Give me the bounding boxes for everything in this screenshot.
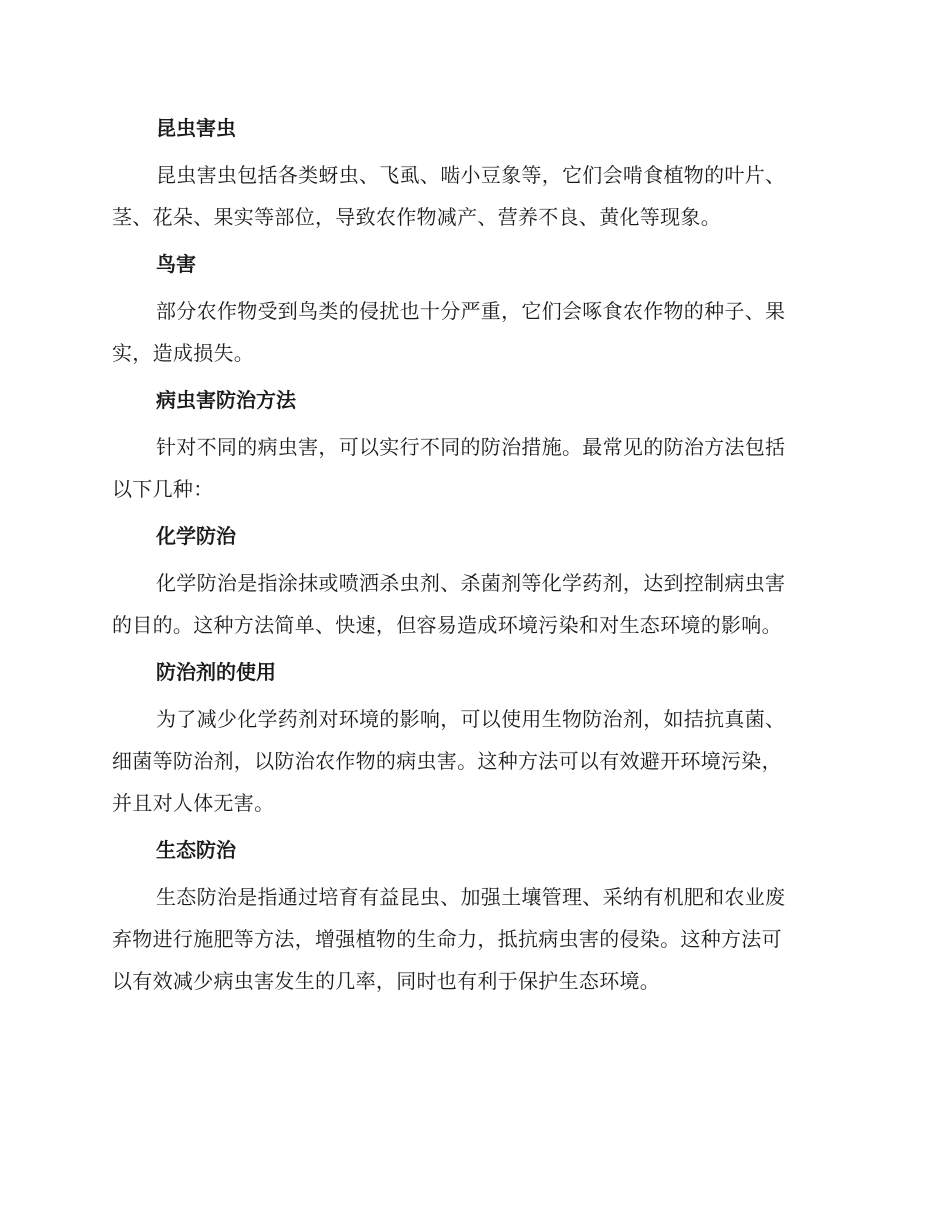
document-page: [112, 108, 832, 1008]
paragraph-line: 细菌等防治剂，以防治农作物的病虫害。这种方法可以有效避开环境污染，: [112, 749, 782, 773]
section-paragraph-bird-damage: [112, 290, 832, 374]
section-heading-control-methods: 病虫害防治方法: [156, 388, 296, 412]
paragraph-line: 的目的。这种方法简单、快速，但容易造成环境污染和对生态环境的影响。: [112, 613, 782, 637]
paragraph-line: 化学防治是指涂抹或喷洒杀虫剂、杀菌剂等化学药剂，达到控制病虫害: [156, 571, 786, 595]
section-heading-ecological-control: 生态防治: [156, 838, 236, 862]
paragraph-line: 茎、花朵、果实等部位，导致农作物减产、营养不良、黄化等现象。: [112, 205, 721, 229]
section-heading-chemical-control: 化学防治: [156, 524, 236, 548]
section-paragraph-ecological-control: [112, 876, 832, 1002]
section-paragraph-insect-pests: [112, 154, 832, 238]
paragraph-line: 针对不同的病虫害，可以实行不同的防治措施。最常见的防治方法包括: [156, 435, 786, 459]
paragraph-line: 生态防治是指通过培育有益昆虫、加强土壤管理、采纳有机肥和农业废: [156, 885, 786, 909]
section-heading-control-agents: 防治剂的使用: [156, 660, 276, 684]
section-heading-bird-damage: 鸟害: [156, 252, 196, 276]
paragraph-line: 实，造成损失。: [112, 341, 255, 365]
paragraph-line: 昆虫害虫包括各类蚜虫、飞虱、啮小豆象等，它们会啃食植物的叶片、: [156, 163, 786, 187]
paragraph-line: 部分农作物受到鸟类的侵扰也十分严重，它们会啄食农作物的种子、果: [156, 299, 786, 323]
paragraph-line: 为了减少化学药剂对环境的影响，可以使用生物防治剂，如拮抗真菌、: [156, 707, 786, 731]
section-paragraph-control-agents: [112, 698, 832, 824]
paragraph-line: 并且对人体无害。: [112, 791, 275, 815]
paragraph-line: 以下几种：: [112, 477, 214, 501]
section-heading-insect-pests: 昆虫害虫: [156, 116, 236, 140]
paragraph-line: 弃物进行施肥等方法，增强植物的生命力，抵抗病虫害的侵染。这种方法可: [112, 927, 782, 951]
section-paragraph-control-methods: [112, 426, 832, 510]
section-paragraph-chemical-control: [112, 562, 832, 646]
paragraph-line: 以有效减少病虫害发生的几率，同时也有利于保护生态环境。: [112, 969, 661, 993]
